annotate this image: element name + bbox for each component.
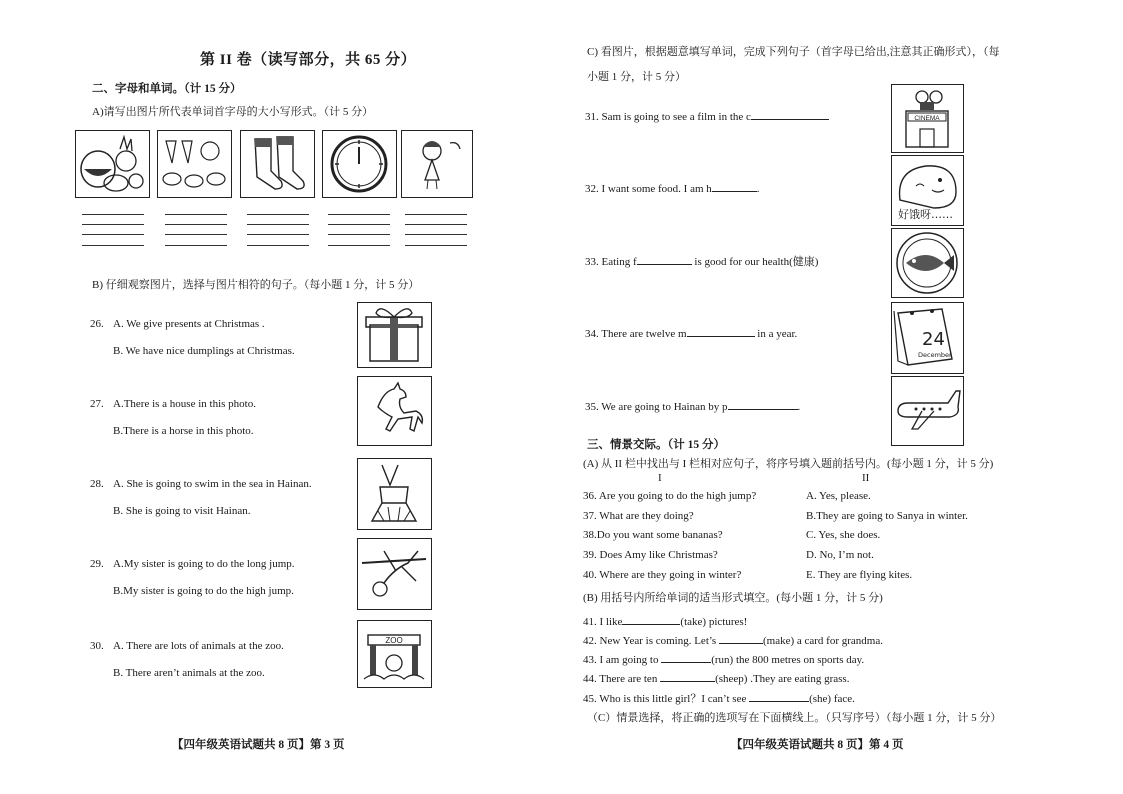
column-ii-label: II (862, 472, 870, 484)
page-title: 第 II 卷（读写部分，共 65 分） (200, 52, 417, 68)
question-26-number: 26. (90, 318, 104, 330)
hungry-caption-text: 好饿呀…… (898, 208, 953, 221)
question-27-option-a: A.There is a house in this photo. (113, 398, 256, 410)
section-heading-situational: 三、情景交际。（计 15 分） (587, 439, 725, 451)
question-31-text: 31. Sam is going to see a film in the c (585, 111, 751, 123)
question-35-blank[interactable] (728, 399, 798, 410)
question-29-option-b: B.My sister is going to do the high jump. (113, 585, 294, 597)
question-42-blank[interactable] (719, 633, 763, 644)
question-34-blank[interactable] (687, 326, 755, 337)
question-35-text: 35. We are going to Hainan by p (585, 401, 728, 413)
calendar-picture (891, 302, 964, 374)
question-31 (585, 109, 829, 123)
socks-picture (240, 130, 315, 198)
section3-part-b-instruction: (B) 用括号内所给单词的适当形式填空。(每小题 1 分，计 5 分) (583, 592, 883, 604)
match-question-40: 40. Where are they going in winter? (583, 569, 742, 581)
zoo-picture (357, 620, 432, 688)
question-33: 33. Eating f is good for our health(健康) (585, 256, 819, 268)
question-42: 42. New Year is coming. Let’s (make) a card for grandma. (583, 635, 883, 647)
question-28-option-b: B. She is going to visit Hainan. (113, 505, 251, 517)
question-43-blank[interactable] (661, 652, 711, 663)
girl-picture (401, 130, 473, 198)
high-jump-picture (357, 538, 432, 610)
question-27-option-b: B.There is a horse in this photo. (113, 425, 254, 437)
question-32-text: 32. I want some food. I am h (585, 183, 712, 195)
part-b-instruction: B) 仔细观察图片，选择与图片相符的句子。（每小题 1 分，计 5 分） (92, 279, 420, 291)
question-27-number: 27. (90, 398, 104, 410)
match-question-38: 38.Do you want some bananas? (583, 529, 723, 541)
question-29-option-a: A.My sister is going to do the long jump. (113, 558, 295, 570)
column-i-label: I (658, 472, 662, 484)
cinema-sign-text: CINEMA (914, 115, 940, 122)
question-30-number: 30. (90, 640, 104, 652)
question-30-option-b: B. There aren’t animals at the zoo. (113, 667, 265, 679)
question-32: 32. I want some food. I am h . (585, 183, 760, 195)
section3-part-a-instruction: (A) 从 II 栏中找出与 I 栏相对应句子，将序号填入题前括号内。(每小题 1 分，计 5 分) (583, 458, 994, 470)
hungry-picture (891, 155, 964, 226)
question-33-text: 33. Eating f (585, 256, 637, 268)
left-page-footer: 【四年级英语试题共 8 页】第 3 页 (172, 739, 345, 751)
match-answer-e: E. They are flying kites. (806, 569, 913, 581)
question-31-blank[interactable] (751, 109, 829, 120)
swimsuit-picture (357, 458, 432, 530)
clock-picture (322, 130, 397, 198)
fruit-picture (75, 130, 150, 198)
question-43: 43. I am going to (run) the 800 metres on sports day. (583, 654, 865, 666)
question-28-number: 28. (90, 478, 104, 490)
match-answer-d: D. No, I’m not. (806, 549, 874, 561)
part-c-instruction-line-2: 小题 1 分，计 5 分） (587, 71, 686, 83)
right-page-footer: 【四年级英语试题共 8 页】第 4 页 (731, 739, 904, 751)
part-a-instruction: A)请写出图片所代表单词首字母的大小写形式。（计 5 分） (92, 106, 374, 118)
question-30-option-a: A. There are lots of animals at the zoo. (113, 640, 284, 652)
match-question-39: 39. Does Amy like Christmas? (583, 549, 718, 561)
vegetables-picture (157, 130, 232, 198)
question-29-number: 29. (90, 558, 104, 570)
section-heading-letters-words: 二、字母和单词。（计 15 分） (92, 83, 242, 95)
question-35: 35. We are going to Hainan by p . (585, 401, 801, 413)
question-44: 44. There are ten (sheep) .They are eating grass. (583, 673, 850, 685)
present-picture (357, 302, 432, 368)
match-question-36: 36. Are you going to do the high jump? (583, 490, 757, 502)
zoo-sign-text: ZOO (385, 636, 403, 645)
question-45: 45. Who is this little girl？I can’t see (she) face. (583, 693, 855, 705)
airplane-picture (891, 376, 964, 446)
cinema-picture (891, 84, 964, 153)
question-44-blank[interactable] (660, 671, 715, 682)
match-answer-c: C. Yes, she does. (806, 529, 881, 541)
question-26-option-b: B. We have nice dumplings at Christmas. (113, 345, 295, 357)
question-26-option-a: A. We give presents at Christmas . (113, 318, 265, 330)
question-41: 41. I like (take) pictures! (583, 616, 748, 628)
match-answer-b: B.They are going to Sanya in winter. (806, 510, 968, 522)
part-c-instruction-line-1: C) 看图片，根据题意填写单词，完成下列句子（首字母已给出,注意其正确形式），（每 (587, 46, 1000, 58)
horse-picture (357, 376, 432, 446)
match-answer-a: A. Yes, please. (806, 490, 871, 502)
calendar-month-text: December (918, 351, 952, 359)
question-41-blank[interactable] (622, 614, 680, 625)
question-32-blank[interactable] (712, 181, 757, 192)
question-28-option-a: A. She is going to swim in the sea in Hainan. (113, 478, 312, 490)
question-33-blank[interactable] (637, 254, 692, 265)
question-45-blank[interactable] (749, 691, 809, 702)
question-34: 34. There are twelve m in a year. (585, 328, 798, 340)
question-34-text: 34. There are twelve m (585, 328, 687, 340)
calendar-day-text: 24 (922, 329, 945, 350)
match-question-37: 37. What are they doing? (583, 510, 694, 522)
section3-part-c-instruction: （C）情景选择，将正确的选项写在下面横线上。（只写序号）（每小题 1 分，计 5 分） (587, 712, 1002, 724)
fish-plate-picture (891, 228, 964, 298)
